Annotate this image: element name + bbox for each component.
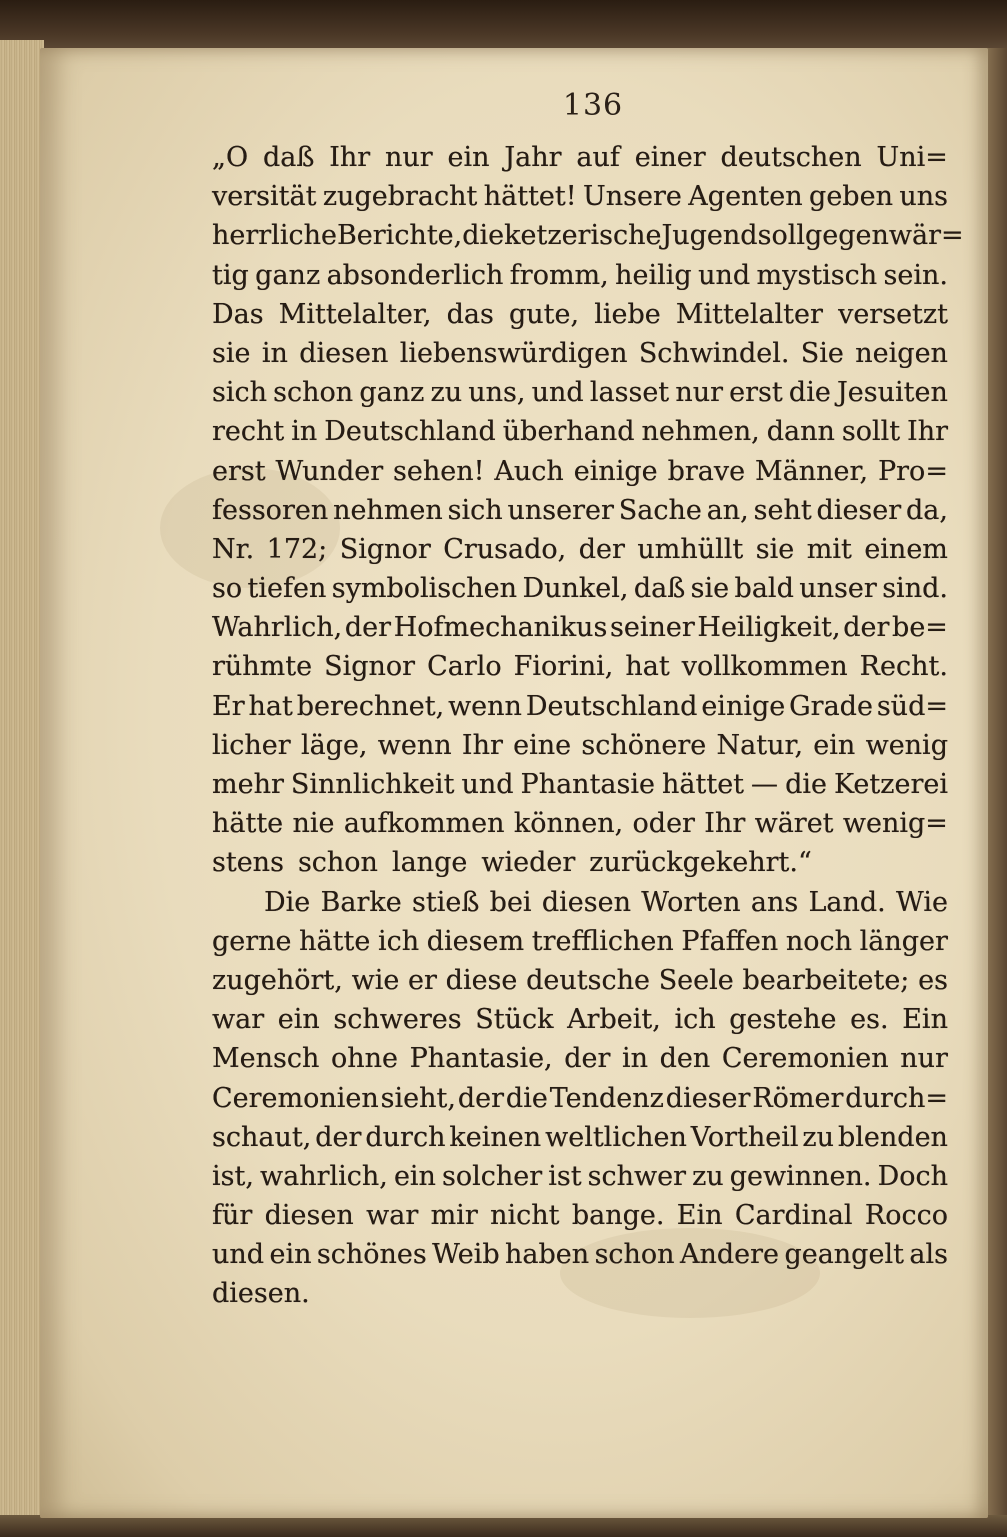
word: Sache — [618, 494, 702, 526]
word: zu — [802, 1121, 835, 1153]
word: umhüllt — [637, 533, 744, 565]
word: Ceremonien — [212, 1082, 379, 1114]
word: seht — [753, 494, 812, 526]
word: Land. — [808, 886, 886, 918]
word: nehmen, — [641, 416, 760, 448]
word: hättet — [662, 769, 745, 800]
text-line — [212, 452, 948, 491]
word: den — [659, 1043, 711, 1075]
word: einem — [864, 533, 948, 565]
word: Er — [212, 690, 245, 722]
word: recht — [212, 416, 285, 448]
word: war — [366, 1200, 419, 1232]
word: die — [788, 377, 831, 409]
word: ans — [750, 886, 799, 918]
word: Agenten — [688, 181, 803, 213]
word: unserer — [507, 494, 614, 526]
text-line — [212, 138, 948, 177]
word: nur — [385, 142, 433, 173]
word: hat — [248, 690, 293, 722]
word: als — [909, 1239, 948, 1271]
word: ohne — [330, 1043, 398, 1075]
word: tig — [212, 259, 249, 291]
text-line — [212, 412, 948, 451]
word: gute, — [508, 298, 580, 330]
page-number: 136 — [562, 88, 624, 123]
word: Deutschland — [525, 690, 698, 722]
word: mit — [806, 533, 852, 565]
word: so — [212, 573, 243, 605]
word: er — [408, 964, 437, 996]
word: Ein — [676, 1200, 723, 1232]
word: Sinnlichkeit — [290, 769, 455, 800]
word: süd= — [876, 690, 948, 722]
word: Seele — [658, 964, 734, 996]
word: wenig= — [842, 808, 948, 840]
word: symbolischen — [331, 573, 518, 605]
word: Die — [264, 886, 311, 918]
word: und — [461, 769, 514, 800]
word: sein. — [883, 259, 948, 291]
word: Worten — [641, 886, 741, 918]
word: uns, — [468, 377, 526, 409]
word: daß — [262, 142, 315, 173]
word: oder — [632, 808, 695, 840]
word: ganz — [255, 259, 321, 291]
word: trefflichen — [531, 925, 674, 957]
word: Arbeit, — [567, 1004, 661, 1036]
text-line — [212, 295, 948, 334]
word: schon — [594, 1239, 675, 1271]
word: liebe — [594, 298, 661, 330]
word: mystisch — [756, 259, 878, 291]
word: bei — [489, 886, 532, 918]
word: berechnet, — [296, 690, 445, 722]
text-line — [212, 804, 948, 843]
word: Grade — [789, 690, 873, 722]
word: wenig — [865, 729, 948, 761]
word: einer — [634, 142, 706, 173]
word: sieht, — [380, 1082, 456, 1114]
word: an, — [706, 494, 749, 526]
text-line — [212, 1118, 948, 1157]
word: der — [564, 1043, 611, 1075]
text-line — [212, 765, 948, 804]
word: gewinnen. — [729, 1160, 872, 1192]
word: sich — [212, 377, 268, 409]
word: diesen — [264, 1200, 354, 1232]
word: aufkommen — [343, 808, 505, 840]
word: und — [531, 377, 584, 409]
word: licher — [212, 729, 291, 761]
word: zu — [692, 1160, 724, 1192]
word: in — [291, 416, 318, 448]
word: fromm, — [509, 259, 609, 291]
word: können, — [513, 808, 624, 840]
text-line — [212, 491, 948, 530]
word: Jugend — [661, 220, 758, 252]
word: ein — [393, 1160, 436, 1192]
word: der — [315, 1121, 362, 1153]
word: Natur, — [716, 729, 804, 761]
word: da, — [906, 494, 948, 526]
word: Das — [212, 298, 264, 330]
word: Sie — [800, 337, 844, 369]
text-line — [212, 569, 948, 608]
word: Deutschland — [324, 416, 496, 448]
word: zu — [430, 377, 463, 409]
word: hätte — [212, 808, 284, 840]
word: Ketzerei — [833, 769, 948, 800]
word: Wahrlich, — [212, 612, 343, 644]
word: blenden — [838, 1121, 948, 1153]
word: erst — [729, 377, 783, 409]
word: rühmte — [212, 651, 313, 683]
word: Signor — [339, 533, 431, 565]
word: — — [751, 769, 779, 800]
word: Heiligkeit, — [697, 612, 841, 644]
word: 172; — [266, 533, 328, 565]
word: zugebracht — [322, 181, 478, 213]
word: der — [578, 533, 625, 565]
word: ein — [277, 1004, 320, 1036]
word: eine — [513, 729, 572, 761]
word: in — [261, 337, 288, 369]
word: die — [785, 769, 827, 800]
word: solcher — [442, 1160, 543, 1192]
word: war — [212, 1004, 265, 1036]
book-bottom-edge — [0, 1515, 1007, 1537]
word: Auch — [494, 455, 564, 487]
word: wenn — [377, 729, 452, 761]
word: es — [918, 964, 948, 996]
word: ketzerische — [504, 220, 662, 252]
word: nehmen — [333, 494, 443, 526]
text-line — [212, 608, 948, 647]
text-line — [212, 1039, 948, 1078]
word: zurückgekehrt.“ — [589, 847, 812, 879]
word: heilig — [615, 259, 692, 291]
word: ist, — [212, 1160, 254, 1192]
word: nie — [292, 808, 335, 840]
word: fessoren — [212, 494, 329, 526]
word: diesem — [426, 925, 525, 957]
word: Ihr — [329, 142, 371, 173]
word: Tendenz — [549, 1082, 664, 1114]
word: ich — [674, 1004, 716, 1036]
word: daß — [633, 573, 686, 605]
word: Phantasie — [520, 769, 655, 800]
text-line — [212, 726, 948, 765]
word: dieser — [665, 1082, 751, 1114]
word: einige — [701, 690, 786, 722]
text-line — [212, 177, 948, 216]
word: und — [212, 1239, 265, 1271]
text-line — [212, 647, 948, 686]
word: dann — [766, 416, 835, 448]
word: weltlichen — [545, 1121, 687, 1153]
word: Signor — [324, 651, 416, 683]
word: wenn — [448, 690, 522, 722]
word: unser — [799, 573, 877, 605]
word: schwer — [587, 1160, 687, 1192]
word: sollt — [841, 416, 901, 448]
word: Männer, — [755, 455, 869, 487]
word: „O — [212, 142, 249, 173]
word: der — [344, 612, 392, 644]
word: Mensch — [212, 1043, 320, 1075]
word: Andere — [679, 1239, 780, 1271]
word: vollkommen — [681, 651, 848, 683]
word: und — [698, 259, 751, 291]
word: uns — [899, 181, 948, 213]
book-cover-edge — [985, 48, 1007, 1537]
text-line — [212, 1235, 948, 1274]
word: Schwindel. — [638, 337, 790, 369]
word: nicht — [490, 1200, 560, 1232]
word: Ihr — [907, 416, 948, 448]
word: das — [446, 298, 494, 330]
word: Vortheil — [690, 1121, 799, 1153]
word: be= — [892, 612, 948, 644]
word: erst — [212, 455, 266, 487]
word: wie — [351, 964, 400, 996]
word: Mittelalter, — [278, 298, 432, 330]
word: Phantasie, — [409, 1043, 553, 1075]
text-line — [212, 373, 948, 412]
word: hättet! — [483, 181, 577, 213]
word: wieder — [481, 847, 576, 879]
word: wäret — [754, 808, 834, 840]
word: gerne — [212, 925, 292, 957]
word: Berichte, — [336, 220, 463, 252]
word: Carlo — [427, 651, 502, 683]
word: Mittelalter — [675, 298, 823, 330]
word: hätte — [299, 925, 371, 957]
word: schönes — [316, 1239, 427, 1271]
word: sehen! — [393, 455, 485, 487]
text-line — [212, 1079, 948, 1118]
word: deutschen — [720, 142, 862, 173]
text-line — [212, 1157, 948, 1196]
word: sie — [212, 337, 251, 369]
word: durch — [365, 1121, 446, 1153]
word: mir — [430, 1200, 478, 1232]
word: der — [843, 612, 890, 644]
word: Jesuiten — [836, 377, 948, 409]
word: der — [457, 1082, 505, 1114]
word: mehr — [212, 769, 284, 800]
word: soll — [757, 220, 805, 252]
word: versetzt — [838, 298, 948, 330]
text-line — [212, 1000, 948, 1039]
word: es. — [850, 1004, 889, 1036]
body-text — [212, 138, 964, 1314]
word: deutsche — [526, 964, 650, 996]
word: die — [462, 220, 505, 252]
word: Jahr — [504, 142, 562, 173]
text-line — [212, 1274, 948, 1313]
word: für — [212, 1200, 253, 1232]
text-line — [212, 334, 948, 373]
word: noch — [785, 925, 853, 957]
word: Nr. — [212, 533, 255, 565]
text-line — [212, 216, 964, 255]
word: tiefen — [247, 573, 327, 605]
word: Römer — [752, 1082, 844, 1114]
word: Pfaffen — [681, 925, 779, 957]
word: Unsere — [583, 181, 682, 213]
word: Fiorini, — [513, 651, 614, 683]
word: herrliche — [212, 220, 337, 252]
word: Weib — [432, 1239, 500, 1271]
word: ganz — [359, 377, 425, 409]
word: keinen — [449, 1121, 542, 1153]
word: bearbeitete; — [742, 964, 910, 996]
word: geangelt — [784, 1239, 904, 1271]
word: hat — [625, 651, 670, 683]
text-line — [212, 256, 948, 295]
word: in — [622, 1043, 649, 1075]
word: haben — [505, 1239, 590, 1271]
word: Barke — [320, 886, 402, 918]
word: Doch — [877, 1160, 948, 1192]
word: Cardinal — [734, 1200, 853, 1232]
word: bange. — [571, 1200, 665, 1232]
word: brave — [667, 455, 746, 487]
word: ist — [548, 1160, 582, 1192]
word: schon — [297, 847, 378, 879]
word: stens — [212, 847, 284, 879]
word: liebenswürdigen — [399, 337, 628, 369]
word: gegenwär= — [804, 220, 964, 252]
word: nur — [675, 377, 723, 409]
word: Wunder — [275, 455, 384, 487]
word: Dunkel, — [522, 573, 629, 605]
word: Ihr — [461, 729, 503, 761]
word: dieser — [816, 494, 902, 526]
word: sich — [447, 494, 503, 526]
word: absonderlich — [326, 259, 504, 291]
word: ein — [813, 729, 856, 761]
word: einige — [573, 455, 658, 487]
word: schon — [273, 377, 354, 409]
word: zugehört, — [212, 964, 343, 996]
word: gestehe — [729, 1004, 837, 1036]
text-line — [212, 961, 948, 1000]
word: diesen — [541, 886, 631, 918]
word: sie — [690, 573, 730, 605]
word: sind. — [882, 573, 948, 605]
page-stack-edges — [0, 40, 44, 1537]
word: bald — [734, 573, 794, 605]
text-line — [212, 843, 948, 882]
word: schönere — [581, 729, 707, 761]
word: ein — [269, 1239, 312, 1271]
word: nur — [900, 1043, 948, 1075]
word: Ceremonien — [721, 1043, 889, 1075]
word: versität — [212, 181, 317, 213]
word: ein — [447, 142, 490, 173]
text-line — [212, 883, 948, 922]
word: schweres — [333, 1004, 462, 1036]
word: Pro= — [877, 455, 948, 487]
word: Wie — [896, 886, 948, 918]
word: ich — [377, 925, 420, 957]
word: diese — [445, 964, 518, 996]
text-line — [212, 530, 948, 569]
word: Uni= — [876, 142, 948, 173]
text-line — [212, 922, 948, 961]
word: Rocco — [864, 1200, 948, 1232]
word: Ihr — [704, 808, 746, 840]
word: lasset — [589, 377, 670, 409]
word: stieß — [412, 886, 480, 918]
word: auf — [576, 142, 620, 173]
text-line — [212, 1196, 948, 1235]
word: die — [505, 1082, 548, 1114]
word: lange — [391, 847, 468, 879]
word: Hofmechanikus — [393, 612, 608, 644]
word: läge, — [300, 729, 368, 761]
word: Recht. — [859, 651, 948, 683]
word: sie — [755, 533, 795, 565]
word: überhand — [502, 416, 635, 448]
word: Ein — [902, 1004, 948, 1036]
word: länger — [859, 925, 948, 957]
word: seiner — [609, 612, 695, 644]
word: geben — [809, 181, 893, 213]
word: durch= — [845, 1082, 948, 1114]
word: Stück — [475, 1004, 554, 1036]
word: diesen — [299, 337, 389, 369]
word: Crusado, — [443, 533, 567, 565]
word: neigen — [855, 337, 948, 369]
text-line — [212, 687, 948, 726]
word: wahrlich, — [260, 1160, 388, 1192]
word: diesen. — [212, 1278, 310, 1310]
word: schaut, — [212, 1121, 312, 1153]
